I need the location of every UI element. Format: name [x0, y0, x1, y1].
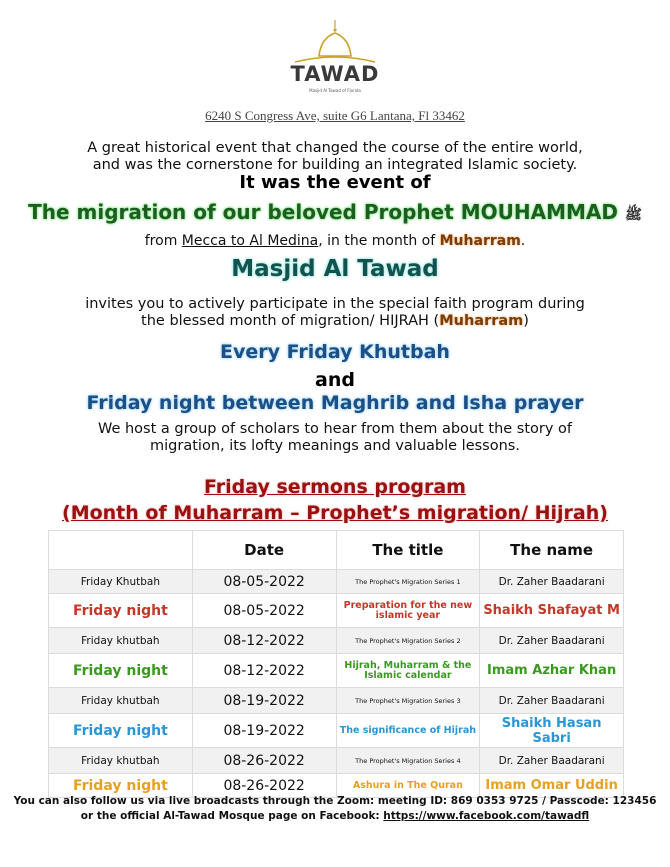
zoom-info: You can also follow us via live broadcasts through the Zoom: meeting ID: 869 0353 9725 / Passcode: 123456	[13, 795, 657, 807]
row-title: The Prophet's Migration Series 2	[336, 628, 480, 654]
row-date: 08-19-2022	[192, 688, 336, 714]
invites-paragraph	[0, 296, 670, 330]
from-place: Mecca to Al Medina	[181, 233, 319, 249]
row-name: Imam Omar Uddin	[480, 774, 624, 798]
row-day: Friday night	[49, 594, 193, 628]
row-day: Friday night	[49, 654, 193, 688]
row-name: Dr. Zaher Baadarani	[480, 570, 624, 594]
invites-month: Muharram	[439, 313, 524, 329]
row-title: The significance of Hijrah	[336, 714, 480, 748]
row-name: Imam Azhar Khan	[480, 654, 624, 688]
facebook-text: or the official Al-Tawad Mosque page on Facebook:	[80, 810, 384, 822]
row-date: 08-12-2022	[192, 628, 336, 654]
header-date: Date	[192, 531, 336, 570]
row-date: 08-05-2022	[192, 570, 336, 594]
row-title: The Prophet's Migration Series 1	[336, 570, 480, 594]
row-day: Friday night	[49, 774, 193, 798]
khutbah-heading: Every Friday Khutbah	[220, 341, 450, 363]
table-row	[49, 628, 624, 654]
address-text: 6240 S Congress Ave, suite G6 Lantana, Fl 33462	[205, 108, 465, 123]
masjid-name: Masjid Al Tawad	[231, 256, 439, 282]
table-row	[49, 594, 624, 628]
scholars-paragraph	[0, 421, 670, 455]
header-name: The name	[480, 531, 624, 570]
table-header-row	[49, 531, 624, 570]
row-day: Friday night	[49, 714, 193, 748]
row-date: 08-19-2022	[192, 714, 336, 748]
logo-subtitle: Masjid Al Tawad of Florida	[309, 88, 361, 93]
row-day: Friday khutbah	[49, 748, 193, 774]
row-title: Preparation for the new islamic year	[336, 594, 480, 628]
row-name: Shaikh Shafayat M	[480, 594, 624, 628]
invites-line-2	[0, 313, 670, 330]
row-title: Hijrah, Muharram & the Islamic calendar	[336, 654, 480, 688]
table-row	[49, 714, 624, 748]
from-line	[0, 233, 670, 249]
row-date: 08-26-2022	[192, 774, 336, 798]
salutation-icon: ﷺ	[624, 207, 642, 223]
row-title: The Prophet's Migration Series 4	[336, 748, 480, 774]
row-name: Dr. Zaher Baadarani	[480, 628, 624, 654]
row-day: Friday khutbah	[49, 688, 193, 714]
row-name: Shaikh Hasan Sabri	[480, 714, 624, 748]
intro-line-1: A great historical event that changed the course of the entire world,	[87, 140, 583, 156]
scholars-line-1: We host a group of scholars to hear from them about the story of	[97, 421, 573, 437]
scholars-line-2: migration, its lofty meanings and valuable lessons.	[150, 438, 520, 454]
row-date: 08-05-2022	[192, 594, 336, 628]
friday-night-heading: Friday night between Maghrib and Isha prayer	[86, 392, 584, 414]
mosque-dome-icon	[285, 18, 385, 68]
invites-line-2-pre: the blessed month of migration/ HIJRAH (	[141, 313, 440, 329]
row-name: Dr. Zaher Baadarani	[480, 748, 624, 774]
row-title: The Prophet's Migration Series 3	[336, 688, 480, 714]
facebook-info	[0, 810, 670, 822]
migration-title-text: The migration of our beloved Prophet MOUHAMMAD	[28, 200, 618, 224]
table-row	[49, 654, 624, 688]
row-name: Dr. Zaher Baadarani	[480, 688, 624, 714]
row-title: Ashura in The Quran	[336, 774, 480, 798]
table-row	[49, 748, 624, 774]
logo-name: TAWAD	[290, 62, 380, 86]
migration-title	[0, 200, 670, 226]
invites-line-1: invites you to actively participate in the special faith program during	[85, 296, 585, 312]
facebook-link[interactable]: https://www.facebook.com/tawadfl	[383, 810, 590, 822]
event-line: It was the event of	[239, 172, 431, 193]
row-date: 08-12-2022	[192, 654, 336, 688]
from-post: .	[520, 233, 526, 249]
from-month: Muharram	[439, 233, 521, 249]
from-pre: from	[144, 233, 182, 249]
program-title: Friday sermons program	[204, 476, 466, 498]
schedule-table	[48, 530, 624, 798]
invites-line-2-post: )	[523, 313, 529, 329]
row-date: 08-26-2022	[192, 748, 336, 774]
table-row	[49, 774, 624, 798]
header-blank	[49, 531, 193, 570]
from-mid: , in the month of	[318, 233, 440, 249]
table-row	[49, 688, 624, 714]
table-row	[49, 570, 624, 594]
and-word: and	[315, 369, 355, 391]
program-subtitle: (Month of Muharram – Prophet’s migration/ Hijrah)	[62, 502, 608, 524]
intro-line-2: and was the cornerstone for building an integrated Islamic society.	[92, 157, 578, 173]
row-day: Friday khutbah	[49, 628, 193, 654]
row-day: Friday Khutbah	[49, 570, 193, 594]
masjid-logo	[285, 18, 385, 100]
intro-paragraph	[0, 140, 670, 174]
header-title: The title	[336, 531, 480, 570]
